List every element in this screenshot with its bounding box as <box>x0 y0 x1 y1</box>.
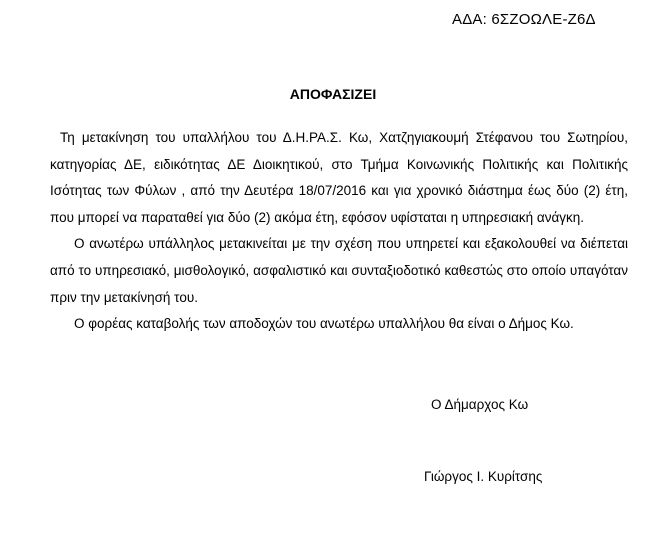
signatory-title: Ο Δήμαρχος Κω <box>431 397 529 412</box>
paragraph-status: Ο ανωτέρω υπάλληλος μετακινείται με την σχέση που υπηρετεί και εξακολουθεί να διέπεται από το υπηρεσιακό, μισθολογικό, ασφαλιστικό και συνταξιοδοτικό καθεστώς στο οποίο υπαγόταν πριν την μετακίνησή του. <box>50 236 628 305</box>
paragraph-payment: Ο φορέας καταβολής των αποδοχών του ανωτέρω υπαλλήλου θα είναι ο Δήμος Κω. <box>74 316 574 332</box>
decision-body <box>50 125 628 338</box>
decision-heading-text: ΑΠΟΦΑΣΙΖΕΙ <box>289 86 377 102</box>
signatory-name: Γιώργος Ι. Κυρίτσης <box>424 469 543 484</box>
ada-code: ΑΔΑ: 6ΣΖΟΩΛΕ-Ζ6Δ <box>452 11 596 28</box>
paragraph-transfer: Τη μετακίνηση του υπαλλήλου του Δ.Η.ΡΑ.Σ. Κω, Χατζηγιακουμή Στέφανου του Σωτηρίου, κατηγορίας ΔΕ, ειδικότητας ΔΕ Διοικητικού, στο Τμήμα Κοινωνικής Πολιτικής και Πολιτικής Ισότητας των Φύλων , από την Δευτέρα 18/07/2016 και για χρονικό διάστημα έως δύο (2) έτη, που μπορεί να παραταθεί για δύο (2) ακόμα έτη, εφόσον υφίσταται η υπηρεσιακή ανάγκη. <box>50 130 628 225</box>
decision-heading <box>0 86 656 102</box>
